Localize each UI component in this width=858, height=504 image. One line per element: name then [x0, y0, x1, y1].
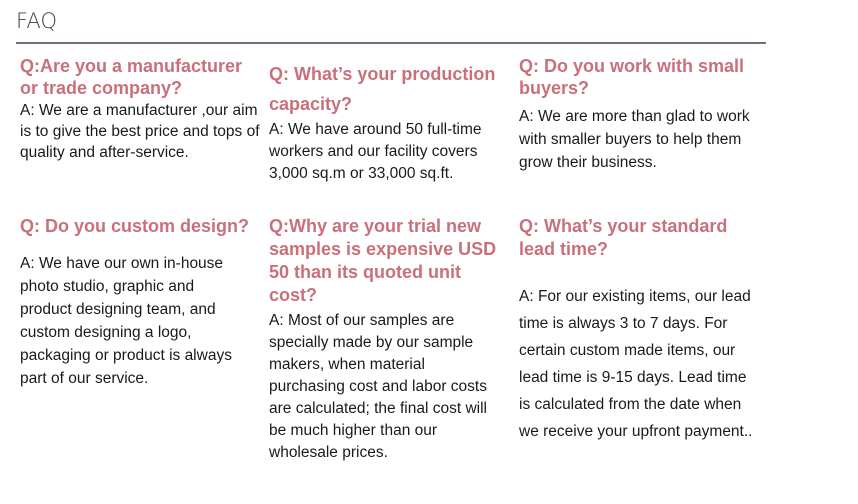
faq-answer: A: For our existing items, our lead time is always 3 to 7 days. For certain custom made items, our lead time is 9-15 days. Lead time is calculated from the date when we receive your upfront payment..: [519, 288, 753, 440]
faq-item-manufacturer: [20, 55, 260, 163]
faq-question: Q:Why are your trial new samples is expensive USD 50 than its quoted unit cost?: [269, 216, 497, 305]
page-title: FAQ: [16, 9, 58, 33]
faq-answer: A: We have our own in-house photo studio, graphic and product designing team, and custom designing a logo, packaging or product is always part of our service.: [20, 255, 232, 387]
faq-item-small-buyers: [519, 55, 764, 174]
title-divider: [16, 42, 766, 44]
faq-question: Q: Do you custom design?: [20, 216, 250, 236]
faq-question: Q:Are you a manufacturer or trade company?: [20, 56, 243, 98]
faq-item-capacity: [269, 59, 509, 185]
faq-answer: A: We are more than glad to work with smaller buyers to help them grow their business.: [519, 108, 750, 171]
faq-answer: A: Most of our samples are specially made by our sample makers, when material purchasing cost and labor costs are calculated; the final cost will be much higher than our wholesale prices.: [269, 312, 487, 461]
faq-item-lead-time: [519, 215, 764, 445]
faq-question: Q: What’s your standard lead time?: [519, 216, 728, 259]
faq-item-custom-design: [20, 215, 260, 390]
faq-question: Q: What’s your production capacity?: [269, 64, 496, 114]
faq-answer: A: We have around 50 full-time workers and our facility covers 3,000 sq.m or 33,000 sq.ft.: [269, 121, 482, 182]
faq-item-trial-samples: [269, 215, 511, 464]
faq-answer: A: We are a manufacturer ,our aim is to give the best price and tops of quality and after-service.: [20, 102, 260, 161]
faq-question: Q: Do you work with small buyers?: [519, 56, 745, 98]
